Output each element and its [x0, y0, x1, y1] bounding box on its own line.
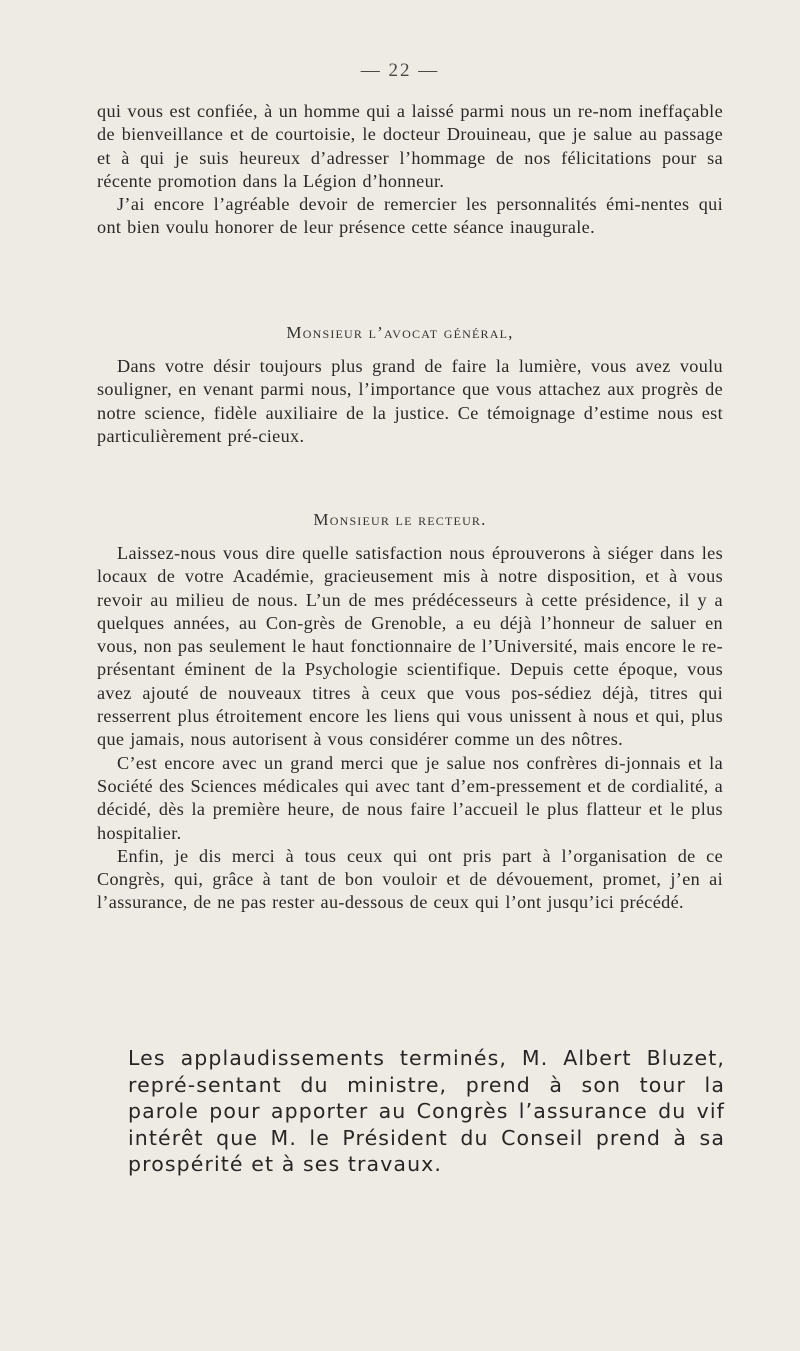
recteur-section-text: [97, 542, 723, 915]
intro-paragraph-2: J’ai encore l’agréable devoir de remercier les personnalités émi-nentes qui ont bien voulu honorer de leur présence cette séance inaugurale.: [97, 194, 723, 238]
avocat-paragraph-1: Dans votre désir toujours plus grand de faire la lumière, vous avez voulu souligner, en venant parmi nous, l’importance que vous attachez aux progrès de notre science, fidèle auxiliaire de la justice. Ce témoignage d’estime nous est particulièrement pré-cieux.: [97, 356, 723, 446]
avocat-section-text: [97, 355, 723, 448]
intro-paragraph-1: qui vous est confiée, à un homme qui a laissé parmi nous un re-nom ineffaçable de bienveillance et de courtoisie, le docteur Drouineau, que je salue au passage et à qui je suis heureux d’adresser l’hommage de nos félicitations pour sa récente promotion dans la Légion d’honneur.: [97, 101, 723, 191]
heading-avocat-general: Monsieur l’avocat général,: [286, 323, 514, 342]
closing-paragraph: Les applaudissements terminés, M. Albert Bluzet, repré-sentant du ministre, prend à son tour la parole pour apporter au Congrès l’assurance du vif intérêt que M. le Président du Conseil prend à sa prospérité et à ses travaux.: [128, 1046, 725, 1177]
recteur-paragraph-2: C’est encore avec un grand merci que je salue nos confrères di-jonnais et la Société des Sciences médicales qui avec tant d’em-pressement et de cordialité, a décidé, dès la première heure, de nous faire l’accueil le plus flatteur et le plus hospitalier.: [97, 752, 723, 843]
recteur-paragraph-1: Laissez-nous vous dire quelle satisfaction nous éprouverons à siéger dans les locaux de votre Académie, gracieusement mis à notre disposition, et à vous revoir au milieu de nous. L’un de mes prédécesseurs à cette présidence, il y a quelques années, au Con-grès de Grenoble, a eu déjà l’honneur de saluer en vous, non pas seulement le haut fonctionnaire de l’Université, mais encore le re-présentant éminent de la Psychologie scientifique. Depuis cette époque, vous avez ajouté de nouveaux titres à ceux que vous pos-sédiez déjà, titres qui resserrent plus étroitement encore les liens qui vous unissent à nous et qui, plus que jamais, nous autorisent à vous considérer comme un des nôtres.: [97, 543, 723, 750]
heading-recteur: Monsieur le recteur.: [313, 510, 487, 529]
page-number: — 22 —: [360, 60, 440, 81]
recteur-paragraph-3: Enfin, je dis merci à tous ceux qui ont pris part à l’organisation de ce Congrès, qui, grâce à tant de bon vouloir et de dévouement, promet, j’en ai l’assurance, de ne pas rester au-dessous de ceux qui l’ont jusqu’ici précédé.: [97, 845, 723, 913]
intro-text: [97, 100, 723, 240]
